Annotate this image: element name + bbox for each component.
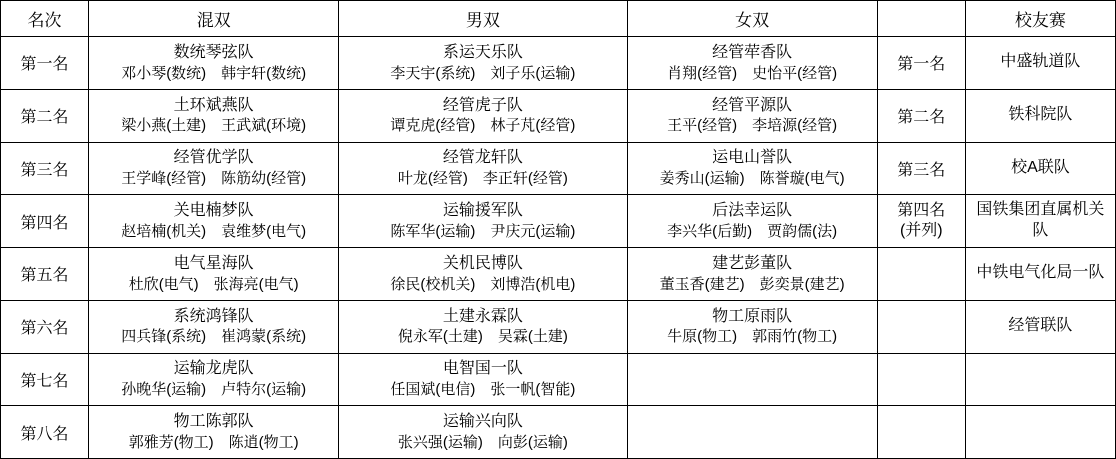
- team-members: 叶龙(经管) 李正轩(经管): [397, 170, 568, 188]
- table-row: [1, 37, 1116, 90]
- rank-label: 第七名: [1, 353, 89, 406]
- team-members: 陈军华(运输) 尹庆元(运输): [390, 222, 576, 240]
- rank-label: 第八名: [1, 406, 89, 459]
- team-name: 土环斌燕队: [173, 96, 254, 114]
- header-rank-secondary: [877, 1, 965, 37]
- mixed-doubles-entry: [89, 248, 339, 301]
- team-members: 杜欣(电气) 张海亮(电气): [128, 275, 299, 293]
- team-members: 王平(经管) 李培源(经管): [667, 117, 838, 135]
- table-row: [1, 248, 1116, 301]
- team-members: 董玉香(建艺) 彭奕景(建艺): [659, 275, 845, 293]
- team-members: 赵培楠(机关) 袁维梦(电气): [121, 222, 307, 240]
- alumni-rank-label: [877, 353, 965, 406]
- team-name: 后法幸运队: [712, 202, 793, 220]
- header-womens-doubles: 女双: [627, 1, 877, 37]
- team-members: 谭克虎(经管) 林子芃(经管): [390, 117, 576, 135]
- team-name: 数统琴弦队: [173, 43, 254, 61]
- team-name: 运输兴向队: [442, 413, 523, 431]
- team-members: 任国斌(电信) 张一帆(智能): [390, 381, 576, 399]
- mixed-doubles-entry: [89, 37, 339, 90]
- rank-label: 第二名: [1, 89, 89, 142]
- alumni-team-name: 校A联队: [965, 142, 1115, 195]
- team-name: 物工原雨队: [712, 307, 793, 325]
- alumni-team-name: 经管联队: [965, 300, 1115, 353]
- alumni-rank-label: 第一名: [877, 37, 965, 90]
- alumni-rank-label: 第三名: [877, 142, 965, 195]
- mixed-doubles-entry: [89, 89, 339, 142]
- alumni-team-name: [965, 406, 1115, 459]
- mixed-doubles-entry: [89, 142, 339, 195]
- team-members: 王学峰(经管) 陈筋幼(经管): [121, 170, 307, 188]
- rank-label: 第三名: [1, 142, 89, 195]
- team-members: 牛原(物工) 郭雨竹(物工): [667, 328, 838, 346]
- team-name: 运电山誉队: [712, 149, 793, 167]
- alumni-team-name: 国铁集团直属机关队: [965, 195, 1115, 248]
- rank-label: 第一名: [1, 37, 89, 90]
- team-members: 邓小琴(数统) 韩宇轩(数统): [121, 64, 307, 82]
- womens-doubles-entry: [627, 142, 877, 195]
- team-members: 徐民(校机关) 刘博浩(机电): [390, 275, 576, 293]
- team-name: 经管荦香队: [712, 43, 793, 61]
- mens-doubles-entry: [339, 300, 627, 353]
- team-name: 运输龙虎队: [173, 360, 254, 378]
- womens-doubles-entry-empty: [627, 406, 877, 459]
- alumni-rank-note: (并列): [899, 222, 943, 240]
- alumni-team-name: 中盛轨道队: [965, 37, 1115, 90]
- team-name: 经管龙轩队: [442, 149, 523, 167]
- alumni-rank-label: [877, 248, 965, 301]
- table-row: [1, 406, 1116, 459]
- team-members: 张兴强(运输) 向彭(运输): [397, 433, 568, 451]
- team-members: 四兵锋(系统) 崔鸿蒙(系统): [121, 328, 307, 346]
- mixed-doubles-entry: [89, 353, 339, 406]
- team-name: 关机民博队: [442, 254, 523, 272]
- womens-doubles-entry-empty: [627, 353, 877, 406]
- mens-doubles-entry: [339, 248, 627, 301]
- header-rank: 名次: [1, 1, 89, 37]
- mens-doubles-entry: [339, 353, 627, 406]
- table-row: [1, 142, 1116, 195]
- header-mens-doubles: 男双: [339, 1, 627, 37]
- mixed-doubles-entry: [89, 406, 339, 459]
- alumni-rank-label: 第二名: [877, 89, 965, 142]
- table-row: [1, 195, 1116, 248]
- womens-doubles-entry: [627, 37, 877, 90]
- team-name: 系运天乐队: [442, 43, 523, 61]
- alumni-rank-label: [877, 406, 965, 459]
- header-mixed-doubles: 混双: [89, 1, 339, 37]
- womens-doubles-entry: [627, 300, 877, 353]
- womens-doubles-entry: [627, 89, 877, 142]
- table-row: [1, 353, 1116, 406]
- team-members: 李兴华(后勤) 贾韵儒(法): [667, 222, 838, 240]
- rank-label: 第五名: [1, 248, 89, 301]
- team-name: 建艺彭董队: [712, 254, 793, 272]
- team-members: 郭雅芳(物工) 陈逍(物工): [128, 433, 299, 451]
- alumni-rank-label: [877, 300, 965, 353]
- team-name: 关电楠梦队: [173, 202, 254, 220]
- mens-doubles-entry: [339, 89, 627, 142]
- team-members: 梁小燕(土建) 王武斌(环境): [121, 117, 307, 135]
- team-name: 土建永霖队: [442, 307, 523, 325]
- team-name: 经管虎子队: [442, 96, 523, 114]
- womens-doubles-entry: [627, 248, 877, 301]
- womens-doubles-entry: [627, 195, 877, 248]
- table-header-row: [1, 1, 1116, 37]
- team-name: 运输援军队: [442, 202, 523, 220]
- rank-label: 第四名: [1, 195, 89, 248]
- team-name: 经管平源队: [712, 96, 793, 114]
- alumni-rank-label: [877, 195, 965, 248]
- alumni-team-name: 铁科院队: [965, 89, 1115, 142]
- team-name: 电智国一队: [442, 360, 523, 378]
- team-name: 物工陈郭队: [173, 413, 254, 431]
- mens-doubles-entry: [339, 195, 627, 248]
- team-members: 姜秀山(运输) 陈誉璇(电气): [659, 170, 845, 188]
- header-alumni-match: 校友赛: [965, 1, 1115, 37]
- mixed-doubles-entry: [89, 300, 339, 353]
- rank-label: 第六名: [1, 300, 89, 353]
- team-members: 肖翔(经管) 史怡平(经管): [667, 64, 838, 82]
- alumni-team-name: [965, 353, 1115, 406]
- mens-doubles-entry: [339, 37, 627, 90]
- team-members: 倪永军(土建) 吴霖(土建): [397, 328, 568, 346]
- alumni-team-name: 中铁电气化局一队: [965, 248, 1115, 301]
- team-name: 系统鸿锋队: [173, 307, 254, 325]
- table-row: [1, 300, 1116, 353]
- team-members: 李天宇(系统) 刘子乐(运输): [390, 64, 576, 82]
- team-members: 孙晚华(运输) 卢特尔(运输): [121, 381, 307, 399]
- team-name: 电气星海队: [173, 254, 254, 272]
- mens-doubles-entry: [339, 406, 627, 459]
- mens-doubles-entry: [339, 142, 627, 195]
- mixed-doubles-entry: [89, 195, 339, 248]
- alumni-rank-value: 第四名: [897, 202, 946, 220]
- table-row: [1, 89, 1116, 142]
- team-name: 经管优学队: [173, 149, 254, 167]
